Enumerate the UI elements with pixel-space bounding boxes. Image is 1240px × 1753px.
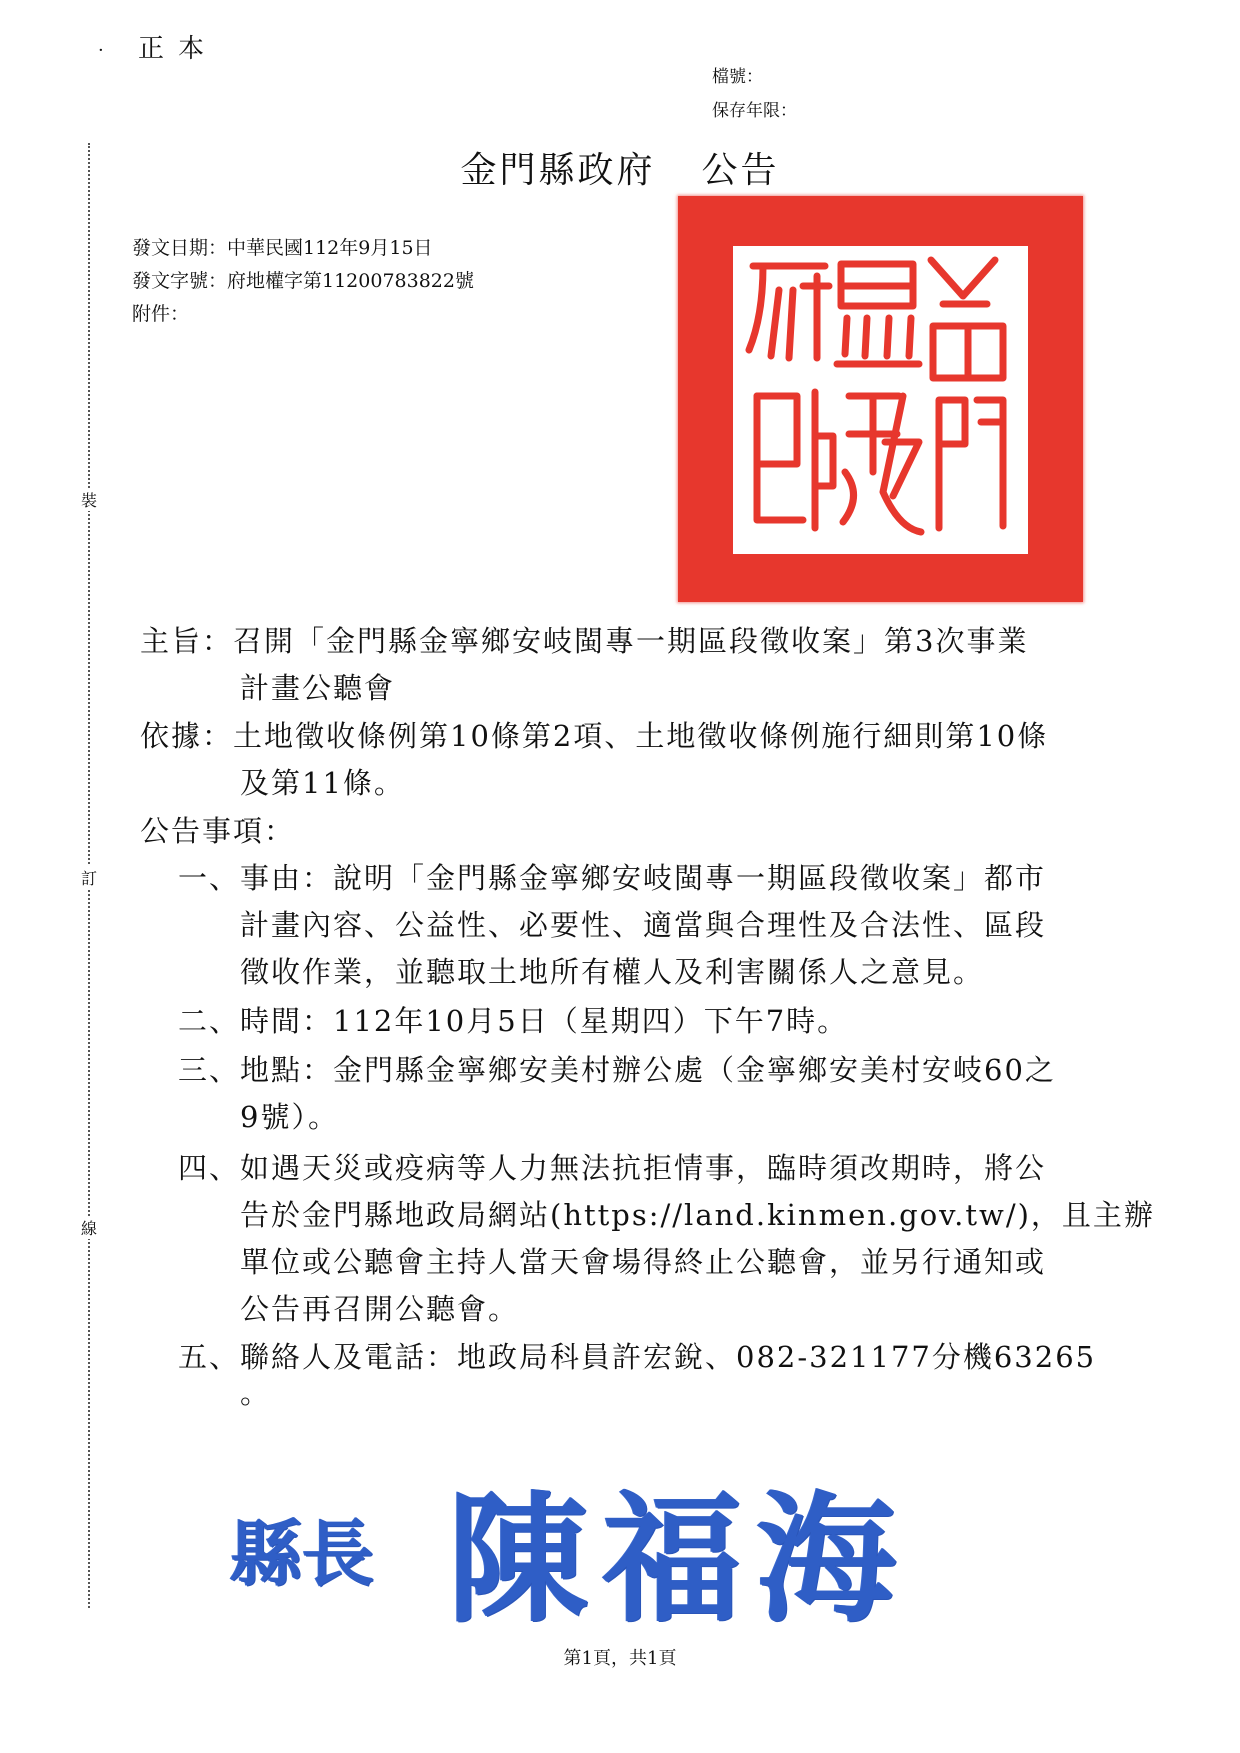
document-title — [0, 142, 1240, 193]
copy-label: 正本 — [138, 34, 219, 64]
item-4-line-4: 公告再召開公聽會。 — [240, 1292, 520, 1326]
signature-title: 縣長 — [230, 1511, 375, 1596]
item-1-line-1: 一、事由：說明「金門縣金寧鄉安岐閩專一期區段徵收案」都市 — [178, 861, 1047, 895]
title-doc-type: 公告 — [701, 150, 780, 191]
basis-line-2: 及第11條。 — [240, 766, 405, 800]
document-number: 發文字號：府地權字第11200783822號 — [132, 270, 474, 292]
binding-char-zhuang: 裝 — [78, 488, 100, 511]
seal-script-drawing — [733, 246, 1028, 554]
magistrate-signature — [230, 1430, 950, 1642]
item-3-line-1: 三、地點：金門縣金寧鄉安美村辦公處（金寧鄉安美村安岐60之 — [178, 1053, 1056, 1087]
scan-dot: · — [98, 40, 104, 61]
subject-line-2: 計畫公聽會 — [240, 671, 396, 705]
title-organization: 金門縣政府 — [460, 150, 656, 191]
item-1-line-3: 徵收作業，並聽取土地所有權人及利害關係人之意見。 — [240, 955, 985, 989]
archive-info — [712, 60, 797, 128]
archive-number-label: 檔號： — [712, 67, 763, 87]
item-2-line-1: 二、時間：112年10月5日（星期四）下午7時。 — [178, 1004, 849, 1038]
item-1-line-2: 計畫內容、公益性、必要性、適當與合理性及合法性、區段 — [240, 908, 1047, 942]
item-5-line-2: 。 — [240, 1376, 272, 1410]
item-4-line-3: 單位或公聽會主持人當天會場得終止公聽會，並另行通知或 — [240, 1245, 1047, 1279]
item-4-line-2: 告於金門縣地政局網站(https://land.kinmen.gov.tw/)，且主辦 — [240, 1198, 1155, 1232]
retention-label: 保存年限： — [712, 101, 797, 121]
attachment-label: 附件： — [132, 303, 190, 325]
issue-date: 發文日期：中華民國112年9月15日 — [132, 237, 433, 259]
page-number: 第1頁，共1頁 — [563, 1648, 677, 1669]
document-meta — [132, 232, 474, 331]
item-4-line-1: 四、如遇天災或疫病等人力無法抗拒情事，臨時須改期時，將公 — [178, 1151, 1047, 1185]
subject-line-1: 主旨：召開「金門縣金寧鄉安岐閩專一期區段徵收案」第3次事業 — [140, 624, 1029, 658]
basis-line-1: 依據：土地徵收條例第10條第2項、土地徵收條例施行細則第10條 — [140, 719, 1049, 753]
binding-char-xian: 線 — [78, 1216, 100, 1239]
binding-char-ding: 訂 — [78, 866, 100, 889]
item-3-line-2: 9號）。 — [240, 1100, 339, 1134]
item-5-line-1: 五、聯絡人及電話：地政局科員許宏銳、082-321177分機63265 — [178, 1340, 1097, 1374]
government-seal — [678, 196, 1083, 602]
notice-heading: 公告事項： — [140, 814, 296, 848]
signature-name: 陳福海 — [448, 1478, 911, 1642]
